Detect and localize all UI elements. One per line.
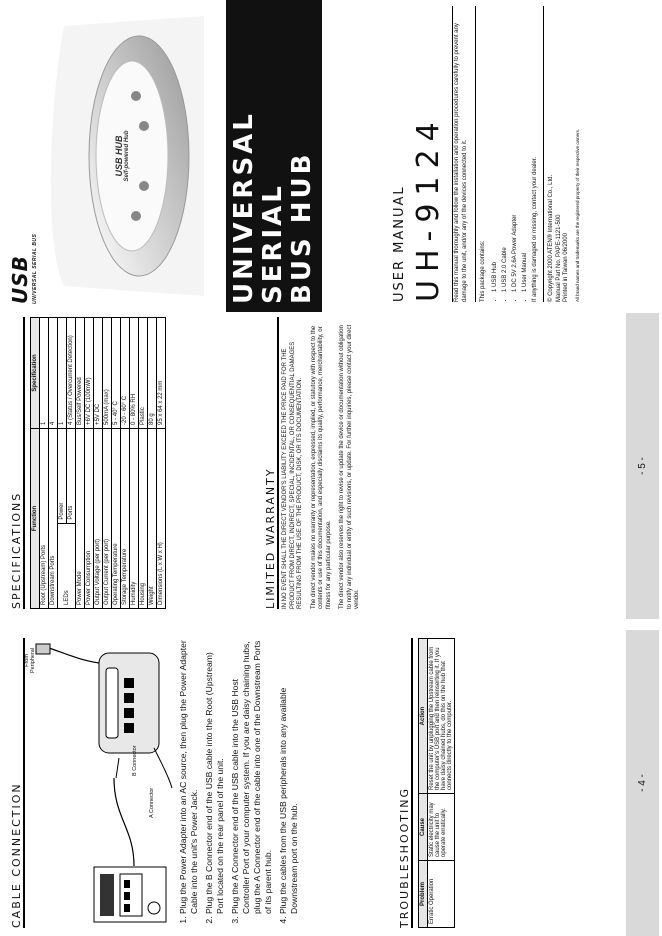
cover-graphic [44, 6, 214, 306]
cover-body [454, 6, 581, 302]
device-label-title: USB HUB [114, 135, 124, 177]
usb-logo [8, 194, 38, 304]
usb-logo-subtitle: UNIVERSAL SERIAL BUS [32, 233, 38, 304]
cover-title-block [226, 0, 322, 312]
table-row [103, 318, 112, 609]
table-row [130, 318, 139, 609]
connection-diagram-illustration [24, 638, 174, 928]
cable-connection-title: CABLE CONNECTION [10, 782, 23, 928]
spec-value-cell: 4 [49, 318, 58, 429]
troubleshooting-table [418, 638, 455, 928]
spec-value-cell: Bus/Self Powered [76, 318, 85, 429]
b-connector-label: B Connector [132, 745, 138, 776]
copyright: © Copyright 2000 ATEN® International Co., Ltd. [548, 174, 554, 302]
missing-note: If anything is damaged or missing, contact your dealer. [531, 156, 538, 302]
intro-divider [475, 6, 476, 302]
spec-value-cell: +6V DC (100mW) [85, 318, 94, 429]
printed-info: Printed in Taiwan 06/2000 [563, 233, 569, 302]
warranty-header [264, 317, 279, 609]
table-row [76, 318, 85, 609]
cover-title-line: SERIAL [258, 183, 288, 304]
troubleshooting-header [398, 638, 413, 928]
model-number: UH-9124 [411, 114, 446, 302]
table-row [148, 318, 157, 609]
problem-cell: Erratic Operation [428, 861, 455, 928]
package-divider [543, 6, 544, 302]
package-list [490, 6, 530, 302]
manual-title: USER MANUAL [392, 185, 407, 302]
spec-header-row [31, 318, 40, 609]
list-item: • 1 User Manual [520, 6, 530, 292]
spec-function-cell: Downstream Ports [49, 428, 58, 608]
peripheral-label: Peripheral [30, 647, 36, 673]
cover-title-line: UNIVERSAL [229, 111, 259, 304]
spec-value-cell: Plastic [139, 318, 148, 429]
problem-header: Problem [419, 861, 428, 928]
cover-title-line: BUS HUB [287, 151, 317, 304]
spec-function-cell: Operating Temperature [112, 428, 121, 608]
page-5 [0, 313, 662, 619]
warranty-paragraph: IN NO EVENT SHALL THE DIRECT VENDOR'S LIABILITY EXCEED THE PRICE PAID FOR THE PRODUCT FROM DIRECT, INDIRECT, SPECIAL, INCIDENTAL, OR CONSEQUENTIAL DAMAGES RESULTING FROM THE USE OF THE PRODUCT, DISK, OR ITS DOCUMENTATION. [282, 341, 303, 609]
spec-value-cell: -20 - 60° C [121, 318, 130, 429]
steps-list [178, 640, 300, 928]
table-row [112, 318, 121, 609]
spec-value-cell: 5 - 40° C [112, 318, 121, 429]
cause-header: Cause [419, 794, 428, 861]
from-peripheral-label [24, 648, 36, 673]
spec-subfunction-cell: Power [58, 428, 67, 523]
warranty-title: LIMITED WARRANTY [264, 467, 277, 609]
list-item: • 1 DC 5V 2.6A Power Adapter [510, 6, 520, 292]
specifications-title: SPECIFICATIONS [10, 491, 23, 609]
package-intro: This package contains: [480, 240, 486, 302]
spec-function-cell: Output Voltage (per port) [94, 428, 103, 608]
function-header: Function [31, 428, 40, 608]
troubleshooting-header-row [419, 639, 428, 928]
spec-subfunction-cell: Ports [67, 428, 76, 523]
spec-value-cell: 95 x 64 x 22 mm [157, 318, 166, 429]
warranty-paragraph: The direct vendor makes no warranty or representation, expressed, implied, or statutory with respect to the contents or use of this documentation, and especially disclaims its quality, performance, merchantability, or fitness for any particular purpose. [310, 325, 332, 609]
step-item: 1. Plug the Power Adapter into an AC source, then plug the Power Adapter Cable into the unit's Power Jack. [178, 640, 200, 914]
table-row [121, 318, 130, 609]
spec-function-cell: Dimensions (L x W x H) [157, 428, 166, 608]
list-item: • 1 USB Hub [490, 6, 500, 292]
list-item: • 1 USB 2.0 Cable [500, 6, 510, 292]
specification-header: Specification [31, 318, 40, 429]
cover-page [0, 0, 662, 312]
manual-divider [452, 6, 453, 302]
manual-title-block [392, 6, 453, 302]
from-label: From [24, 654, 30, 667]
page-5-footer [626, 313, 659, 619]
action-header: Action [419, 639, 428, 794]
specifications-table [30, 317, 166, 609]
troubleshooting-title: TROUBLESHOOTING [398, 787, 411, 928]
cause-cell: Static electricity may cause the unit to operate erratically. [428, 794, 455, 861]
spec-function-cell: Weight [148, 428, 157, 608]
steps-section [178, 640, 304, 928]
spec-value-cell: 4 (Status / Overcurrent Detection) [67, 318, 76, 429]
trademark-note: All brand names and trademarks are the registered property of their respective owners. [574, 128, 580, 302]
spec-function-cell: Power Mode [76, 428, 85, 608]
manual-part-number: Manual Part No. PAPE-1121-500 [555, 214, 562, 302]
device-label [114, 106, 130, 206]
table-row [94, 318, 103, 609]
page-4 [0, 630, 662, 936]
table-row [139, 318, 148, 609]
device-label-subtitle: Self-powered Hub [124, 130, 130, 182]
spec-function-cell: Housing [139, 428, 148, 608]
spec-value-cell: 500mA (max) [103, 318, 112, 429]
spec-value-cell: 80 g [148, 318, 157, 429]
spec-function-cell: Power Consumption [85, 428, 94, 608]
table-row [40, 318, 49, 609]
table-row [85, 318, 94, 609]
specifications-header [10, 317, 25, 609]
cable-connection-header [10, 638, 25, 928]
a-connector-label: A Connector [149, 787, 155, 818]
spec-value-cell: 1 [40, 318, 49, 429]
table-row [157, 318, 166, 609]
table-row [49, 318, 58, 609]
spec-function-cell: Output Current (per port) [103, 428, 112, 608]
usb-logo-text: USB [8, 255, 32, 304]
connection-diagram [24, 638, 174, 928]
warranty-body [282, 319, 368, 609]
table-row [428, 639, 455, 928]
step-item: 3. Plug the A Connector end of the USB cable into the USB Host Controller Port of your computer system. If you are daisy chaining hubs, plug the A Connector end of the cable into one of the Downstream Ports of its parent hub. [230, 640, 274, 914]
page-4-footer [626, 630, 659, 936]
spec-value-cell: 1 [58, 318, 67, 429]
page-number: - 5 - [637, 457, 648, 475]
step-item: 4. Plug the cables from the USB peripherals into any available Downstream port on the hub. [278, 640, 300, 914]
spec-value-cell: +5V DC [94, 318, 103, 429]
warranty-paragraph: The direct vendor also reserves the right to revise or update the device or documentation without obligation to notify any individual or entity of such revisions, or update. For further inquiries, please contact your direct vendor. [339, 324, 360, 609]
step-item: 2. Plug the B Connector end of the USB cable into the Root (Upstream) Port located on the rear panel of the unit. [204, 640, 226, 914]
spec-function-cell: LEDs [58, 523, 76, 608]
spec-function-cell: Root (Upstream) Ports [40, 428, 49, 608]
spec-function-cell: Storage Temperature [121, 428, 130, 608]
table-row [58, 318, 67, 609]
page-number: - 4 - [637, 774, 648, 792]
intro-text: Read this manual thoroughly and follow the installation and operation procedures carefully to prevent any damage to the unit, and/or any of the devices connected to it. [454, 23, 468, 302]
spec-function-cell: Humidity [130, 428, 139, 608]
action-cell: Reset the unit by unplugging the Upstream cable from the computer's USB port and then reinserting it. If you have daisy chained hubs, do this on the hub that connects directly to the computer. [428, 639, 455, 794]
spec-value-cell: 0 - 80% RH [130, 318, 139, 429]
